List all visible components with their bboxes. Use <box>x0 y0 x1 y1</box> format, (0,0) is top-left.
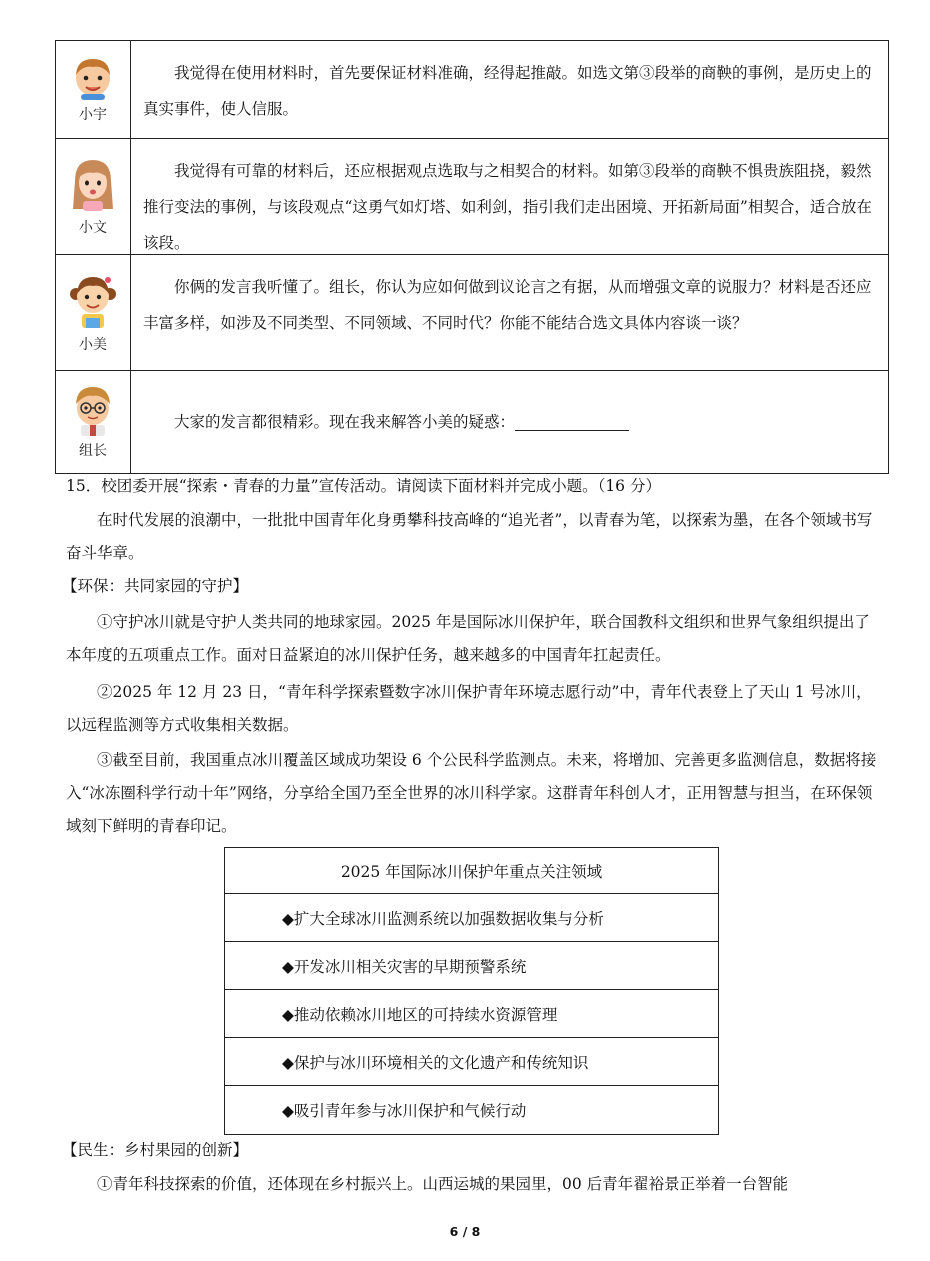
focus-item: ◆扩大全球冰川监测系统以加强数据收集与分析 <box>225 894 718 942</box>
section-title-environment: 【环保：共同家园的守护】 <box>62 577 249 595</box>
focus-item: ◆保护与冰川环境相关的文化遗产和传统知识 <box>225 1038 718 1086</box>
boy-avatar-icon <box>73 56 113 100</box>
avatar-cell <box>56 41 131 138</box>
dialogue-row-xiaomei <box>56 255 888 371</box>
speaker-name: 小美 <box>79 336 107 353</box>
speech-text: 我觉得有可靠的材料后，还应根据观点选取与之相契合的材料。如第③段举的商鞅不惧贵族阻挠，毅然推行变法的事例，与该段观点“这勇气如灯塔、如利剑，指引我们走出困境、开拓新局面”相契合，适合放在该段。 <box>143 162 872 252</box>
avatar-cell <box>56 371 131 473</box>
girl-pigtail-avatar-icon <box>70 272 116 330</box>
intro-paragraph: 在时代发展的浪潮中，一批批中国青年化身勇攀科技高峰的“追光者”，以青春为笔，以探索为墨，在各个领域书写奋斗华章。 <box>66 511 873 562</box>
avatar-cell <box>56 139 131 254</box>
dialogue-row-leader <box>56 371 888 473</box>
leader-glasses-avatar-icon <box>71 384 115 436</box>
speech-text: 我觉得在使用材料时，首先要保证材料准确，经得起推敲。如选文第③段举的商鞅的事例，是历史上的真实事件，使人信服。 <box>143 64 872 118</box>
paragraph-2: ②2025 年 12 月 23 日，“青年科学探索暨数字冰川保护青年环境志愿行动”中，青年代表登上了天山 1 号冰川，以远程监测等方式收集相关数据。 <box>66 683 872 734</box>
paragraph-1: ①守护冰川就是守护人类共同的地球家园。2025 年是国际冰川保护年，联合国教科文组织和世界气象组织提出了本年度的五项重点工作。面对日益紧迫的冰川保护任务，越来越多的中国青年扛起责任。 <box>66 613 870 664</box>
focus-item: ◆开发冰川相关灾害的早期预警系统 <box>225 942 718 990</box>
focus-table-title: 2025 年国际冰川保护年重点关注领域 <box>225 848 718 894</box>
dialogue-row-xiaoyu <box>56 41 888 139</box>
focus-item: ◆吸引青年参与冰川保护和气候行动 <box>282 1102 527 1120</box>
focus-areas-table <box>224 847 719 1135</box>
page-number: 6 / 8 <box>449 1224 481 1239</box>
focus-item: ◆推动依赖冰川地区的可持续水资源管理 <box>225 990 718 1038</box>
speech-text: 你俩的发言我听懂了。组长，你认为应如何做到议论言之有据，从而增强文章的说服力？材料是否还应丰富多样，如涉及不同类型、不同领域、不同时代？你能不能结合选文具体内容谈一谈？ <box>143 278 872 332</box>
speaker-name: 小宇 <box>79 106 107 123</box>
girl-long-hair-avatar-icon <box>71 157 115 213</box>
dialogue-table <box>55 40 889 474</box>
section-title-livelihood: 【民生：乡村果园的创新】 <box>62 1141 249 1159</box>
avatar-cell <box>56 255 131 370</box>
question-title: 15．校团委开展“探索・青春的力量”宣传活动。请阅读下面材料并完成小题。（16 分） <box>66 477 661 495</box>
paragraph-orchard-1: ①青年科技探索的价值，还体现在乡村振兴上。山西运城的果园里，00 后青年翟裕景正举着一台智能 <box>97 1175 789 1193</box>
answer-blank[interactable] <box>515 413 629 431</box>
speech-text: 大家的发言都很精彩。现在我来解答小美的疑惑： <box>174 413 516 431</box>
paragraph-3: ③截至目前，我国重点冰川覆盖区域成功架设 6 个公民科学监测点。未来，将增加、完善更多监测信息，数据将接入“冰冻圈科学行动十年”网络，分享给全国乃至全世界的冰川科学家。这群青年科创人才，正用智慧与担当，在环保领域刻下鲜明的青春印记。 <box>66 751 877 835</box>
speech-text-with-blank <box>131 371 888 473</box>
speaker-name: 组长 <box>79 443 107 459</box>
dialogue-row-xiaowen <box>56 139 888 255</box>
speaker-name: 小文 <box>79 219 107 236</box>
